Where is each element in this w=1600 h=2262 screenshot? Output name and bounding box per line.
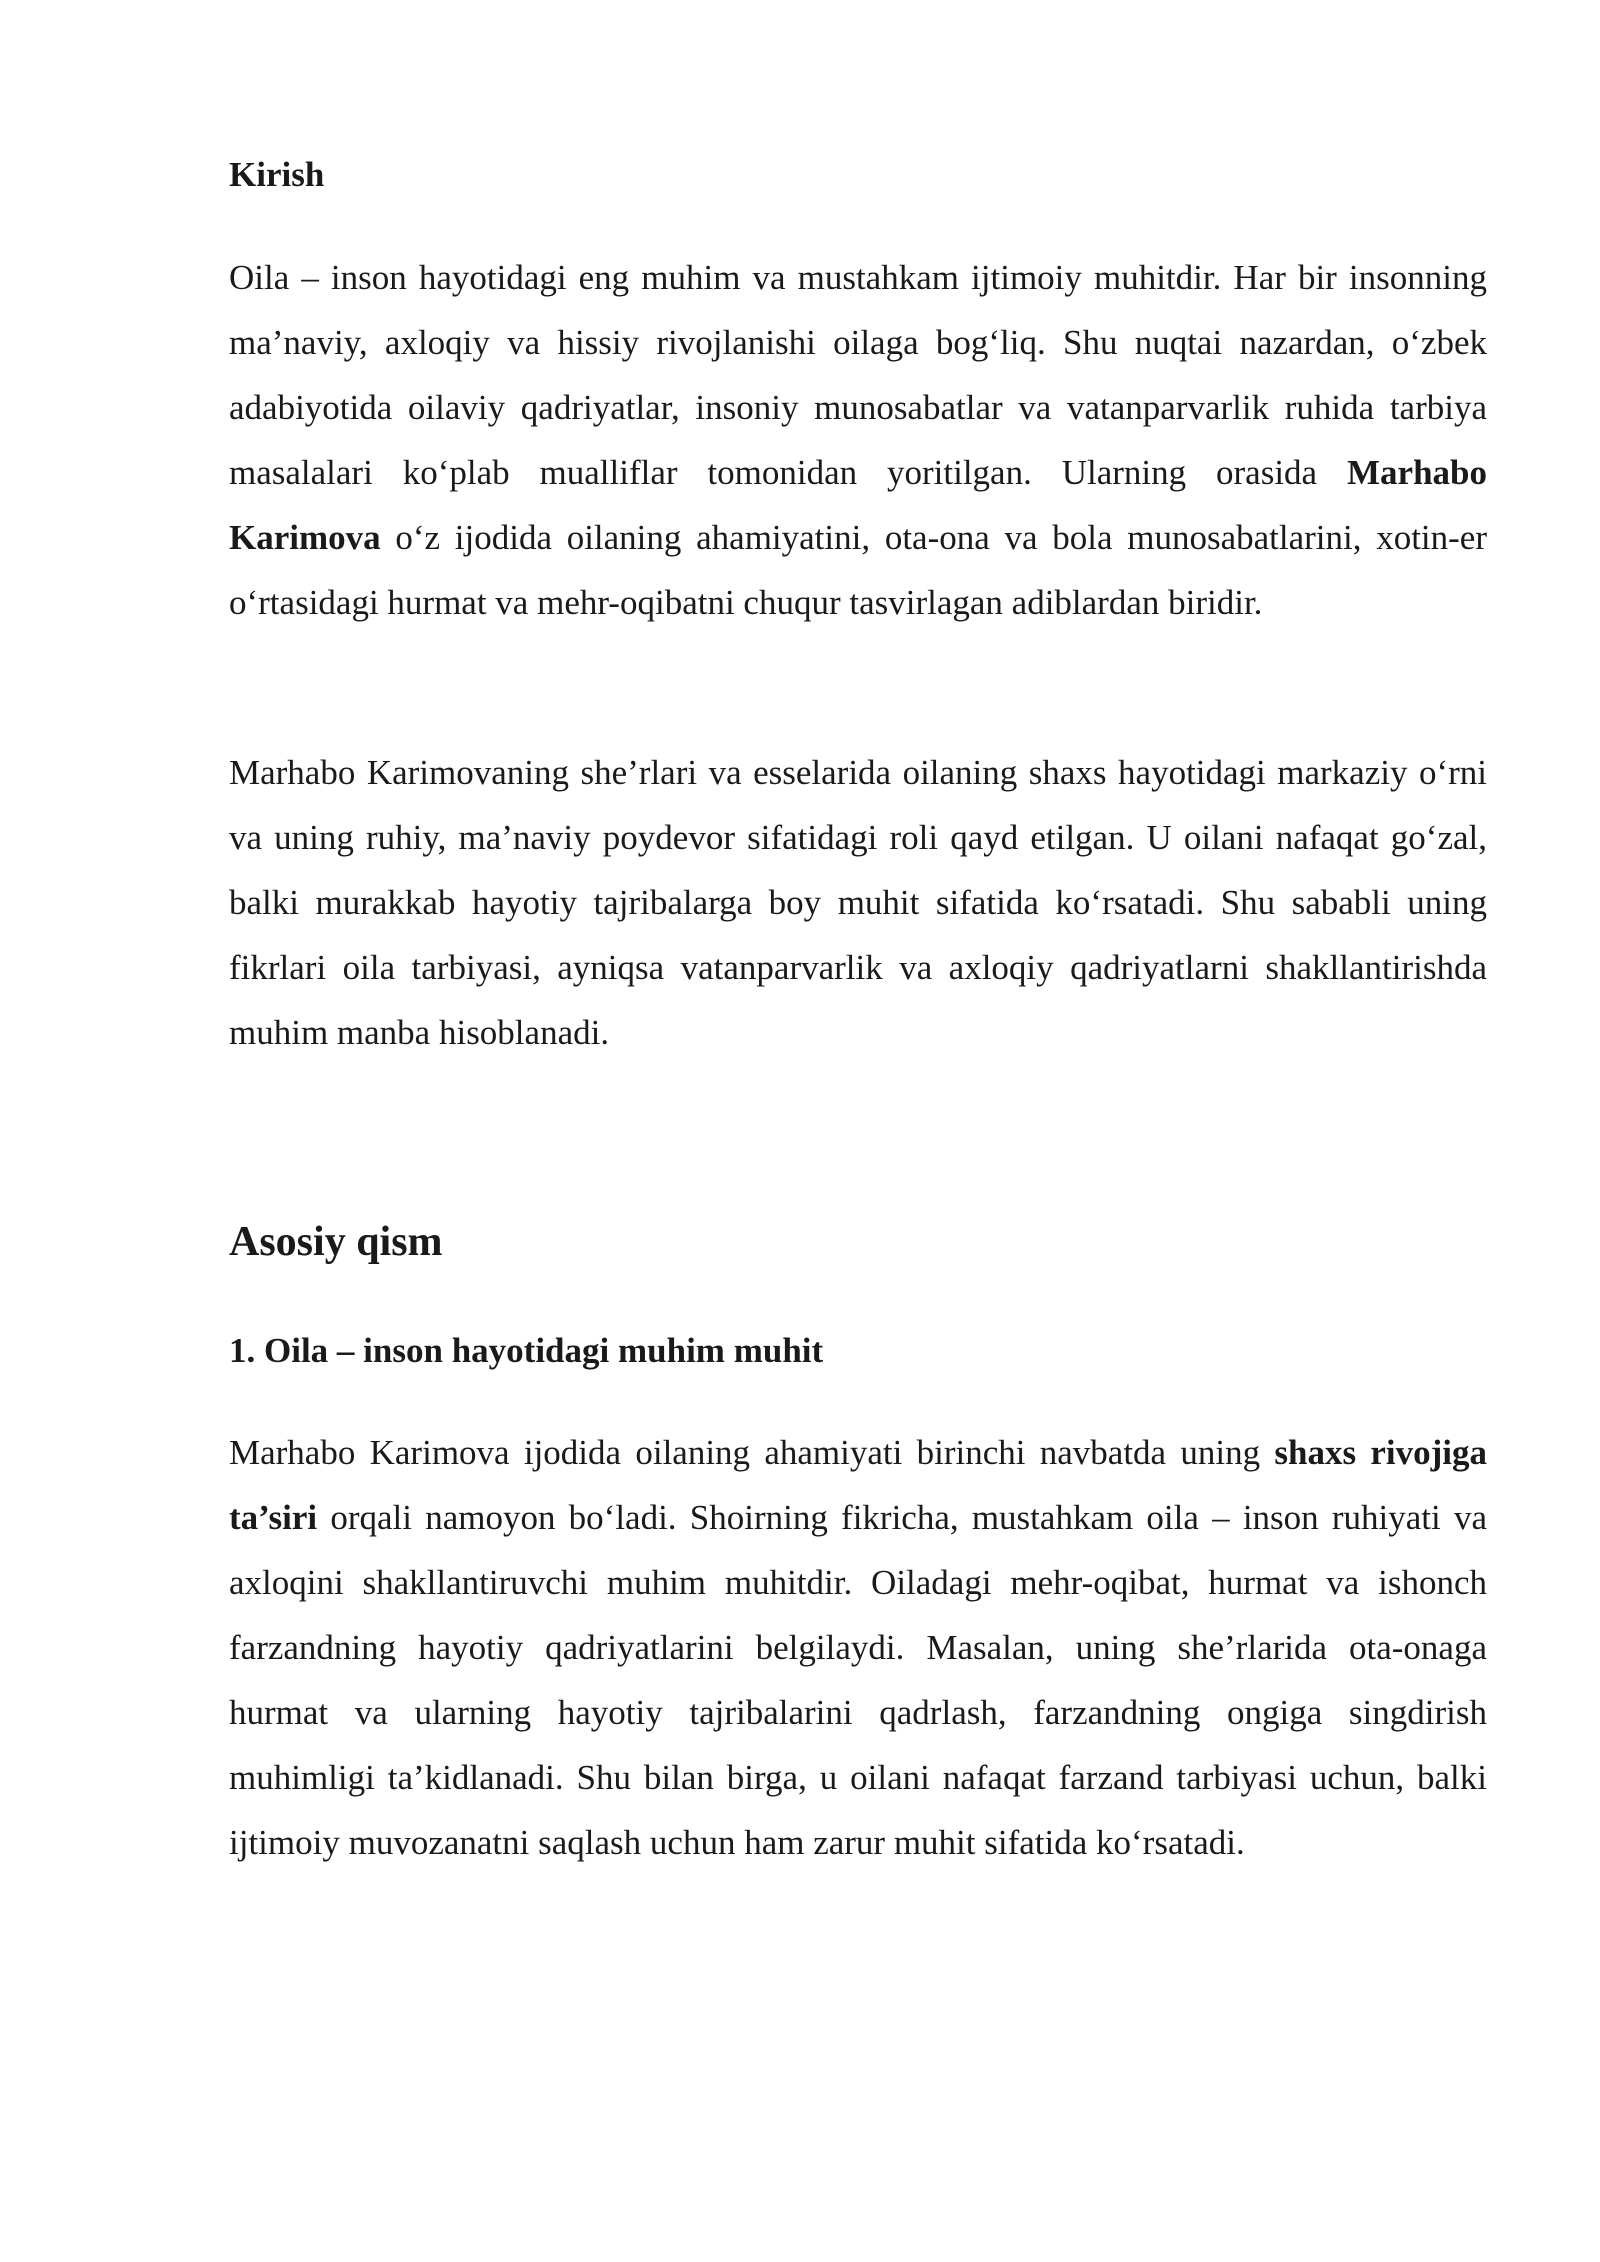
section-1-text-a: Marhabo Karimova ijodida oilaning ahamiyati birinchi navbatda uning (229, 1433, 1275, 1472)
intro-paragraph-1 (229, 245, 1487, 635)
section-1-bold-phrase: shaxs rivojiga ta’siri (229, 1433, 1487, 1537)
intro-p1-text-a: Oila – inson hayotidagi eng muhim va mustahkam ijtimoiy muhitdir. Har bir insonning ma’naviy, axloqiy va hissiy rivojlanishi oilaga bog‘liq. Shu nuqtai nazardan, o‘zbek adabiyotida oilaviy qadriyatlar, insoniy munosabatlar va vatanparvarlik ruhida tarbiya masalalari ko‘plab mualliflar tomonidan yoritilgan. Ularning orasida (229, 258, 1487, 492)
intro-heading: Kirish (229, 155, 325, 194)
intro-p1-bold-author: Marhabo Karimova (229, 453, 1487, 557)
intro-paragraph-2: Marhabo Karimovaning she’rlari va esselarida oilaning shaxs hayotidagi markaziy o‘rni va uning ruhiy, ma’naviy poydevor sifatidagi roli qayd etilgan. U oilani nafaqat go‘zal, balki murakkab hayotiy tajribalarga boy muhit sifatida ko‘rsatadi. Shu sababli uning fikrlari oila tarbiyasi, ayniqsa vatanparvarlik va axloqiy qadriyatlarni shakllantirishda muhim manba hisoblanadi. (229, 753, 1487, 1052)
main-heading: Asosiy qism (229, 1219, 443, 1265)
section-1-text-b: orqali namoyon bo‘ladi. Shoirning fikricha, mustahkam oila – inson ruhiyati va axloqini shakllantiruvchi muhim muhitdir. Oiladagi mehr-oqibat, hurmat va ishonch farzandning hayotiy qadriyatlarini belgilaydi. Masalan, uning she’rlarida ota-onaga hurmat va ularning hayotiy tajribalarini qadrlash, farzandning ongiga singdirish muhimligi ta’kidlanadi. Shu bilan birga, u oilani nafaqat farzand tarbiyasi uchun, balki ijtimoiy muvozanatni saqlash uchun ham zarur muhit sifatida ko‘rsatadi. (229, 1498, 1487, 1862)
intro-p1-text-b: o‘z ijodida oilaning ahamiyatini, ota-ona va bola munosabatlarini, xotin-er o‘rtasidagi hurmat va mehr-oqibatni chuqur tasvirlagan adiblardan biridir. (229, 518, 1487, 622)
section-1-heading: 1. Oila – inson hayotidagi muhim muhit (229, 1331, 824, 1370)
section-1-paragraph (229, 1420, 1487, 1875)
